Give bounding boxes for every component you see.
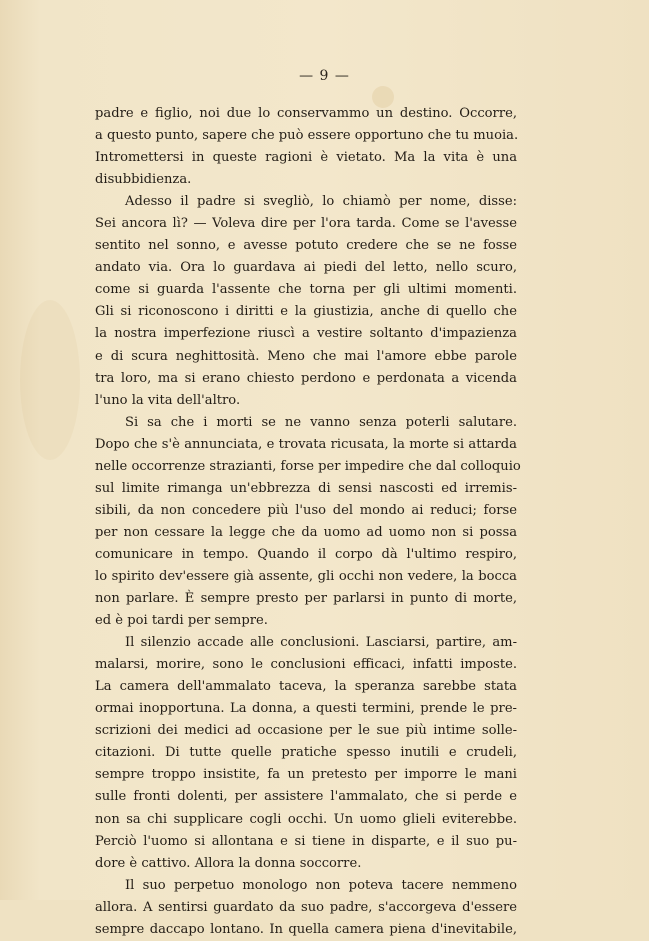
- text-line: Sei ancora lì? — Voleva dire per l'ora tarda. Come se l'avesse: [95, 216, 517, 232]
- text-line: ed è poi tardi per sempre.: [95, 613, 268, 629]
- text-line: lo spirito dev'essere già assente, gli occhi non vedere, la bocca: [95, 568, 517, 584]
- text-line: tra loro, ma si erano chiesto perdono e perdonata a vicenda: [95, 370, 517, 386]
- paper-stain: [20, 300, 80, 460]
- text-line: dore è cattivo. Allora la donna soccorre.: [95, 855, 362, 871]
- text-line: allora. A sentirsi guardato da suo padre, s'accorgeva d'essere: [95, 899, 517, 915]
- text-line: per non cessare la legge che da uomo ad uomo non si possa: [95, 524, 517, 540]
- text-line: sempre daccapo lontano. In quella camera piena d'inevitabile,: [95, 921, 517, 937]
- text-line: Si sa che i morti se ne vanno senza poterli salutare.: [125, 414, 517, 430]
- text-line: Il suo perpetuo monologo non poteva tacere nemmeno: [125, 877, 517, 893]
- text-line: e di scura neghittosità. Meno che mai l'amore ebbe parole: [95, 348, 517, 364]
- text-line: La camera dell'ammalato taceva, la speranza sarebbe stata: [95, 679, 517, 695]
- text-line: disubbidienza.: [95, 172, 192, 188]
- page-number: — 9 —: [299, 68, 350, 84]
- text-line: comunicare in tempo. Quando il corpo dà l'ultimo respiro,: [95, 546, 517, 562]
- text-line: sul limite rimanga un'ebbrezza di sensi nascosti ed irremis-: [95, 480, 517, 496]
- text-line: l'uno la vita dell'altro.: [95, 392, 241, 408]
- text-line: Gli si riconoscono i diritti e la giustizia, anche di quello che: [95, 304, 517, 320]
- text-line: non parlare. È sempre presto per parlarsi in punto di morte,: [95, 591, 517, 607]
- text-line: Intromettersi in queste ragioni è vietato. Ma la vita è una: [95, 150, 517, 166]
- text-line: citazioni. Di tutte quelle pratiche spesso inutili e crudeli,: [95, 745, 517, 761]
- text-line: padre e figlio, noi due lo conservammo un destino. Occorre,: [95, 106, 517, 121]
- text-line: sibili, da non concedere più l'uso del mondo ai reduci; forse: [95, 502, 517, 518]
- text-line: a questo punto, sapere che può essere opportuno che tu muoia.: [95, 128, 519, 144]
- text-line: la nostra imperfezione riuscì a vestire soltanto d'impazienza: [95, 326, 517, 342]
- text-line: sempre troppo insistite, fa un pretesto per imporre le mani: [95, 767, 517, 783]
- text-line: non sa chi supplicare cogli occhi. Un uomo glieli eviterebbe.: [95, 811, 517, 827]
- text-line: ormai inopportuna. La donna, a questi termini, prende le pre-: [95, 701, 517, 717]
- text-line: sentito nel sonno, e avesse potuto credere che se ne fosse: [95, 238, 517, 254]
- text-line: Dopo che s'è annunciata, e trovata ricusata, la morte si attarda: [95, 436, 517, 452]
- text-line: nelle occorrenze strazianti, forse per impedire che dal colloquio: [95, 458, 521, 474]
- text-line: come si guarda l'assente che torna per gli ultimi momenti.: [95, 282, 517, 298]
- text-line: scrizioni dei medici ad occasione per le sue più intime solle-: [95, 723, 517, 739]
- text-line: Perciò l'uomo si allontana e si tiene in disparte, e il suo pu-: [95, 833, 517, 849]
- text-line: sulle fronti dolenti, per assistere l'ammalato, che si perde e: [95, 789, 517, 805]
- text-line: andato via. Ora lo guardava ai piedi del letto, nello scuro,: [95, 260, 517, 276]
- text-line: Il silenzio accade alle conclusioni. Lasciarsi, partire, am-: [125, 635, 517, 651]
- text-line: Adesso il padre si svegliò, lo chiamò per nome, disse:: [125, 194, 517, 210]
- text-line: malarsi, morire, sono le conclusioni efficaci, infatti imposte.: [95, 657, 517, 673]
- body-text: [95, 103, 521, 941]
